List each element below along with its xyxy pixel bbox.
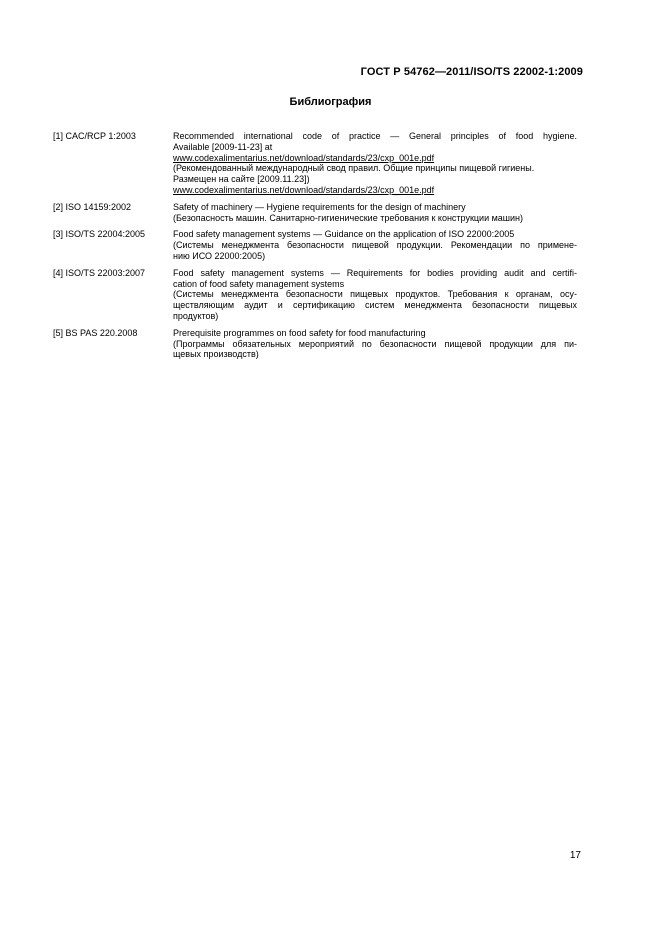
entry-line: Available [2009-11-23] at [173, 141, 273, 152]
entry-body [173, 229, 577, 261]
page-number: 17 [569, 850, 581, 861]
entry-body [173, 328, 577, 360]
entry-line: Food safety management systems — Requirements for bodies providing audit and certifi- [173, 267, 577, 278]
entry-url-link[interactable]: www.codexalimentarius.net/download/standards/23/cxp_001e.pdf [173, 184, 435, 195]
entry-line: Recommended international code of practice — General principles of food hygiene. [173, 131, 577, 141]
entry-line: cation of food safety management systems [173, 278, 345, 289]
bibliography-entry [53, 202, 577, 224]
entry-body [173, 268, 577, 322]
bibliography-entry [53, 328, 577, 360]
entry-line: Размещен на сайте [2009.11.23]) [173, 174, 310, 185]
entry-line: ществляющим аудит и сертификацию систем менеджмента безопасности пищевых [173, 300, 577, 311]
entry-reference: [1] CAC/RCP 1:2003 [53, 131, 136, 141]
document-header: ГОСТ Р 54762—2011/ISO/TS 22002-1:2009 [360, 66, 583, 78]
entry-reference: [5] BS PAS 220.2008 [53, 327, 138, 338]
entry-line: Food safety management systems — Guidance on the application of ISO 22000:2005 [173, 229, 515, 240]
bibliography-title: Библиография [289, 96, 372, 108]
entry-line: (Системы менеджмента безопасности пищевых продуктов. Требования к органам, осу- [173, 289, 577, 300]
entry-url-link[interactable]: www.codexalimentarius.net/download/standards/23/cxp_001e.pdf [173, 152, 435, 163]
entry-reference: [4] ISO/TS 22003:2007 [53, 267, 146, 278]
entry-body [173, 202, 577, 224]
entry-body [173, 131, 577, 196]
entry-reference: [3] ISO/TS 22004:2005 [53, 229, 146, 240]
entry-line: продуктов) [173, 310, 219, 321]
bibliography-entry [53, 229, 577, 261]
entry-line: (Рекомендованный международный свод правил. Общие принципы пищевой гигиены. [173, 163, 535, 174]
entry-line: щевых производств) [173, 349, 259, 360]
entry-line: Prerequisite programmes on food safety for food manufacturing [173, 327, 426, 338]
entry-line: (Системы менеджмента безопасности пищевой продукции. Рекомендации по примене- [173, 240, 577, 251]
entry-reference: [2] ISO 14159:2002 [53, 201, 132, 212]
entry-line: нию ИСО 22000:2005) [173, 250, 266, 261]
bibliography-entry [53, 268, 577, 322]
entry-line: (Программы обязательных мероприятий по безопасности пищевой продукции для пи- [173, 338, 577, 349]
entry-line: Safety of machinery — Hygiene requirements for the design of machinery [173, 201, 466, 212]
bibliography-entry [53, 131, 577, 196]
bibliography-list [53, 131, 577, 366]
entry-line: (Безопасность машин. Санитарно-гигиенические требования к конструкции машин) [173, 212, 523, 223]
